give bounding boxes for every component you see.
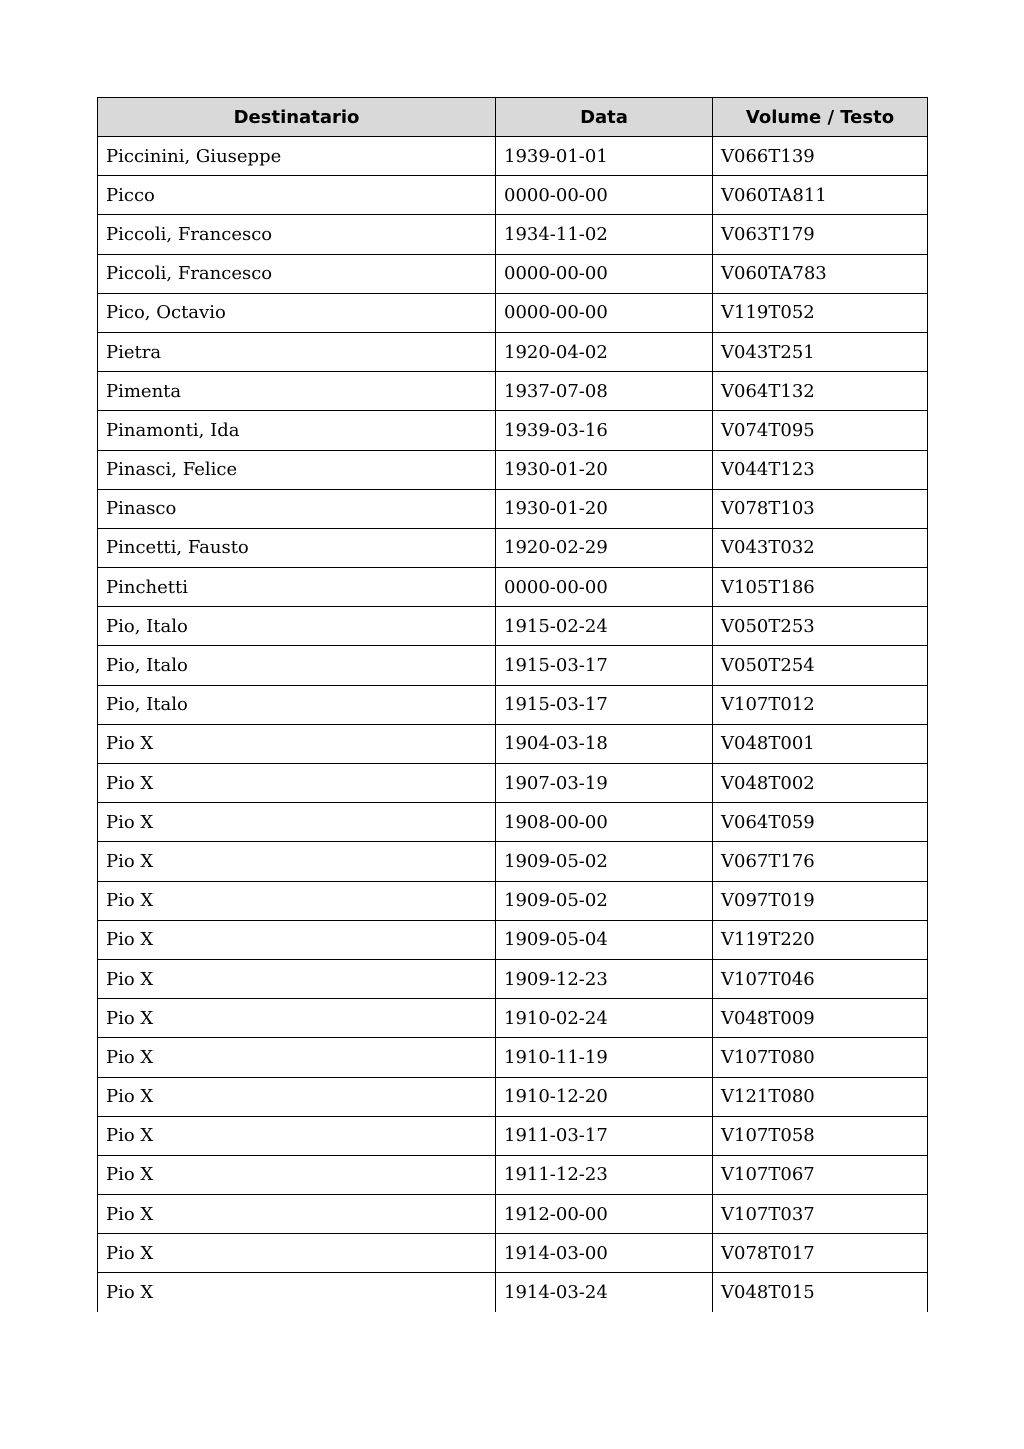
cell-volume-testo: V048T001 xyxy=(713,724,928,763)
cell-volume-testo: V044T123 xyxy=(713,450,928,489)
cell-destinatario: Piccoli, Francesco xyxy=(98,254,496,293)
table-row xyxy=(98,607,928,646)
table-row xyxy=(98,489,928,528)
table-row xyxy=(98,450,928,489)
cell-data: 1934-11-02 xyxy=(496,215,713,254)
cell-data: 1911-12-23 xyxy=(496,1155,713,1194)
cell-data: 1912-00-00 xyxy=(496,1195,713,1234)
cell-destinatario: Pio X xyxy=(98,920,496,959)
cell-data: 1930-01-20 xyxy=(496,450,713,489)
cell-volume-testo: V043T032 xyxy=(713,528,928,567)
cell-destinatario: Pio X xyxy=(98,881,496,920)
cell-volume-testo: V107T037 xyxy=(713,1195,928,1234)
cell-data: 1909-05-04 xyxy=(496,920,713,959)
header-destinatario: Destinatario xyxy=(98,98,496,137)
cell-destinatario: Pinamonti, Ida xyxy=(98,411,496,450)
cell-destinatario: Pio X xyxy=(98,1234,496,1273)
table-row xyxy=(98,764,928,803)
cell-volume-testo: V050T254 xyxy=(713,646,928,685)
cell-data: 1910-02-24 xyxy=(496,999,713,1038)
table-row xyxy=(98,1077,928,1116)
cell-destinatario: Pio X xyxy=(98,1273,496,1312)
cell-destinatario: Pio X xyxy=(98,999,496,1038)
table-row xyxy=(98,1155,928,1194)
cell-data: 1909-05-02 xyxy=(496,842,713,881)
cell-destinatario: Pio, Italo xyxy=(98,607,496,646)
cell-volume-testo: V078T103 xyxy=(713,489,928,528)
table-row xyxy=(98,646,928,685)
cell-volume-testo: V048T009 xyxy=(713,999,928,1038)
cell-data: 0000-00-00 xyxy=(496,254,713,293)
cell-data: 1907-03-19 xyxy=(496,764,713,803)
table-row xyxy=(98,920,928,959)
cell-volume-testo: V107T058 xyxy=(713,1116,928,1155)
cell-volume-testo: V067T176 xyxy=(713,842,928,881)
cell-data: 1904-03-18 xyxy=(496,724,713,763)
cell-data: 1930-01-20 xyxy=(496,489,713,528)
table-row xyxy=(98,215,928,254)
cell-volume-testo: V063T179 xyxy=(713,215,928,254)
cell-volume-testo: V121T080 xyxy=(713,1077,928,1116)
cell-data: 1939-01-01 xyxy=(496,137,713,176)
cell-volume-testo: V060TA783 xyxy=(713,254,928,293)
cell-destinatario: Pio X xyxy=(98,724,496,763)
table-row xyxy=(98,842,928,881)
table-row xyxy=(98,411,928,450)
cell-data: 1915-03-17 xyxy=(496,685,713,724)
table-row xyxy=(98,685,928,724)
table-header-row xyxy=(98,98,928,137)
cell-volume-testo: V060TA811 xyxy=(713,176,928,215)
table-row xyxy=(98,332,928,371)
header-data: Data xyxy=(496,98,713,137)
cell-destinatario: Pinasci, Felice xyxy=(98,450,496,489)
cell-data: 0000-00-00 xyxy=(496,176,713,215)
cell-data: 1908-00-00 xyxy=(496,803,713,842)
table-row xyxy=(98,293,928,332)
cell-data: 1910-12-20 xyxy=(496,1077,713,1116)
table-row xyxy=(98,1038,928,1077)
cell-data: 1911-03-17 xyxy=(496,1116,713,1155)
cell-volume-testo: V105T186 xyxy=(713,568,928,607)
table-row xyxy=(98,1195,928,1234)
cell-data: 1915-02-24 xyxy=(496,607,713,646)
cell-data: 0000-00-00 xyxy=(496,293,713,332)
cell-volume-testo: V107T080 xyxy=(713,1038,928,1077)
table-row xyxy=(98,176,928,215)
letters-index-table xyxy=(97,97,928,1312)
cell-destinatario: Picco xyxy=(98,176,496,215)
cell-data: 1920-02-29 xyxy=(496,528,713,567)
cell-volume-testo: V119T220 xyxy=(713,920,928,959)
table-row xyxy=(98,137,928,176)
cell-destinatario: Pincetti, Fausto xyxy=(98,528,496,567)
cell-data: 1915-03-17 xyxy=(496,646,713,685)
cell-destinatario: Pietra xyxy=(98,332,496,371)
table-row xyxy=(98,372,928,411)
cell-destinatario: Pinchetti xyxy=(98,568,496,607)
cell-data: 1914-03-00 xyxy=(496,1234,713,1273)
cell-destinatario: Pio X xyxy=(98,1195,496,1234)
cell-data: 1914-03-24 xyxy=(496,1273,713,1312)
cell-volume-testo: V064T059 xyxy=(713,803,928,842)
cell-destinatario: Pio X xyxy=(98,803,496,842)
cell-data: 1910-11-19 xyxy=(496,1038,713,1077)
table-row xyxy=(98,803,928,842)
cell-destinatario: Pio X xyxy=(98,764,496,803)
table-body xyxy=(98,137,928,1313)
cell-volume-testo: V107T012 xyxy=(713,685,928,724)
cell-destinatario: Pio X xyxy=(98,959,496,998)
cell-data: 1909-12-23 xyxy=(496,959,713,998)
cell-volume-testo: V064T132 xyxy=(713,372,928,411)
cell-volume-testo: V107T067 xyxy=(713,1155,928,1194)
cell-data: 1909-05-02 xyxy=(496,881,713,920)
cell-data: 1937-07-08 xyxy=(496,372,713,411)
cell-destinatario: Pio, Italo xyxy=(98,646,496,685)
cell-destinatario: Pio X xyxy=(98,1077,496,1116)
cell-volume-testo: V074T095 xyxy=(713,411,928,450)
cell-volume-testo: V097T019 xyxy=(713,881,928,920)
cell-volume-testo: V048T015 xyxy=(713,1273,928,1312)
cell-destinatario: Pimenta xyxy=(98,372,496,411)
cell-volume-testo: V050T253 xyxy=(713,607,928,646)
cell-destinatario: Pinasco xyxy=(98,489,496,528)
cell-volume-testo: V066T139 xyxy=(713,137,928,176)
cell-volume-testo: V107T046 xyxy=(713,959,928,998)
table-row xyxy=(98,999,928,1038)
cell-destinatario: Pio X xyxy=(98,1116,496,1155)
cell-destinatario: Pio, Italo xyxy=(98,685,496,724)
cell-destinatario: Pio X xyxy=(98,842,496,881)
cell-destinatario: Pio X xyxy=(98,1155,496,1194)
table-row xyxy=(98,254,928,293)
table-row xyxy=(98,881,928,920)
cell-destinatario: Piccinini, Giuseppe xyxy=(98,137,496,176)
table-row xyxy=(98,1273,928,1312)
cell-destinatario: Piccoli, Francesco xyxy=(98,215,496,254)
document-page xyxy=(97,97,927,1312)
table-row xyxy=(98,724,928,763)
header-volume-testo: Volume / Testo xyxy=(713,98,928,137)
table-row xyxy=(98,1116,928,1155)
cell-destinatario: Pio X xyxy=(98,1038,496,1077)
cell-data: 1939-03-16 xyxy=(496,411,713,450)
table-row xyxy=(98,1234,928,1273)
cell-data: 0000-00-00 xyxy=(496,568,713,607)
table-row xyxy=(98,528,928,567)
cell-volume-testo: V043T251 xyxy=(713,332,928,371)
cell-data: 1920-04-02 xyxy=(496,332,713,371)
cell-destinatario: Pico, Octavio xyxy=(98,293,496,332)
cell-volume-testo: V078T017 xyxy=(713,1234,928,1273)
cell-volume-testo: V119T052 xyxy=(713,293,928,332)
table-row xyxy=(98,568,928,607)
table-row xyxy=(98,959,928,998)
cell-volume-testo: V048T002 xyxy=(713,764,928,803)
